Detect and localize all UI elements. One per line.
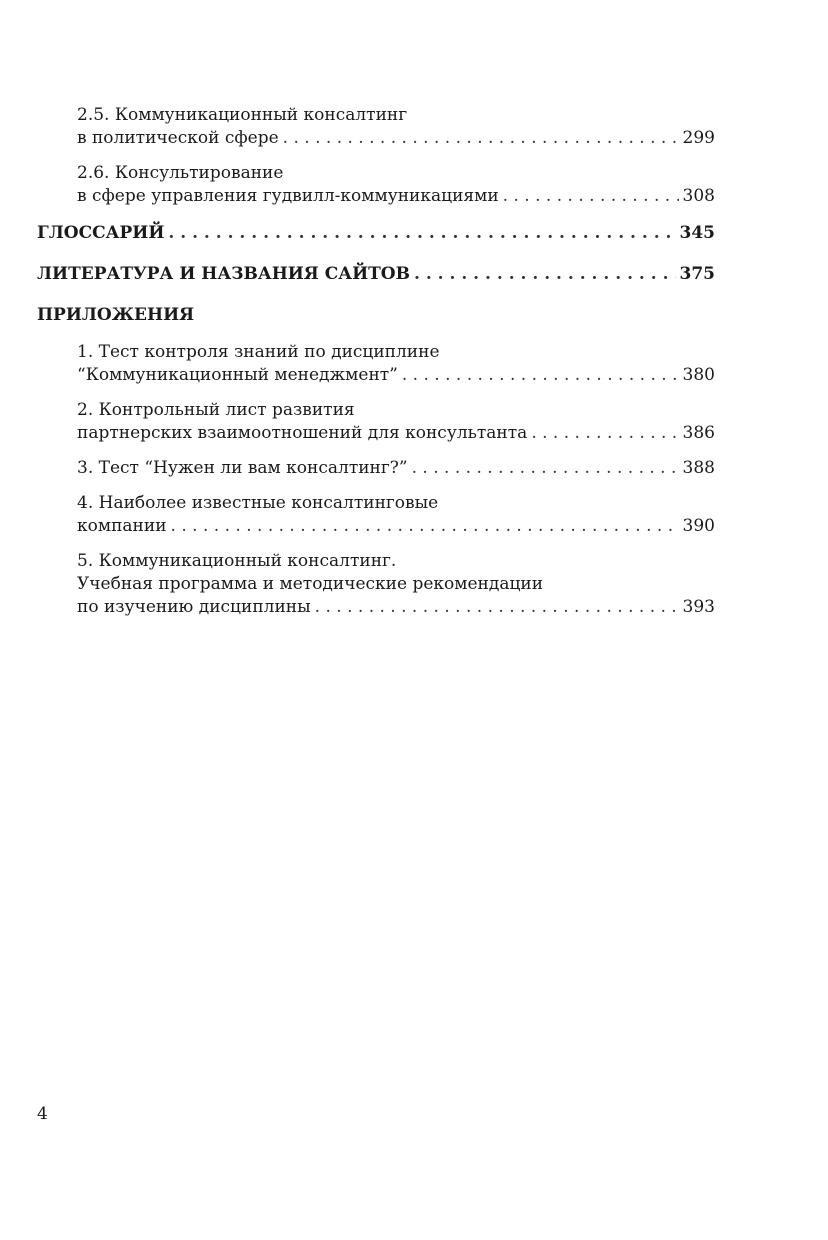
toc-appendix-4 [37, 492, 715, 538]
toc-entry-2-5 [37, 104, 715, 150]
toc-leader-line [77, 185, 715, 208]
toc-appendix-5 [37, 550, 715, 619]
toc-literature [37, 263, 715, 286]
toc-leader-line [77, 596, 715, 619]
page-number: 308 [682, 186, 715, 206]
toc-entry-line: 5. Коммуникационный консалтинг. [77, 551, 397, 571]
toc-entry-line: 4. Наиболее известные консалтинговые [77, 493, 439, 513]
toc-entry-2-6 [37, 162, 715, 208]
toc-entry-text: “Коммуникационный менеджмент” [77, 365, 398, 385]
toc-entry-line: 2.6. Консультирование [77, 163, 284, 183]
toc-leader-line [77, 127, 715, 150]
toc-leader-line [77, 364, 715, 387]
toc-leader-line [77, 422, 715, 445]
page-number: 386 [682, 423, 715, 443]
page-number: 345 [679, 223, 715, 243]
toc-appendix-1 [37, 341, 715, 387]
toc-entry-text: по изучению дисциплины [77, 597, 311, 617]
dot-leader [402, 364, 679, 387]
page-number: 390 [682, 516, 715, 536]
toc-entry-line: 2.5. Коммуникационный консалтинг [77, 105, 408, 125]
page-number: 380 [682, 365, 715, 385]
page-number: 393 [682, 597, 715, 617]
toc-leader-line [77, 515, 715, 538]
dot-leader [414, 263, 676, 286]
toc-entry-line: 1. Тест контроля знаний по дисциплине [77, 342, 440, 362]
toc-appendix-3 [37, 457, 715, 480]
toc-section-title: ГЛОССАРИЙ [37, 223, 165, 243]
dot-leader [315, 596, 679, 619]
toc-appendix-2 [37, 399, 715, 445]
toc-entry-text: в политической сфере [77, 128, 279, 148]
toc-entry-text: компании [77, 516, 167, 536]
toc-appendices-title: ПРИЛОЖЕНИЯ [37, 305, 195, 325]
dot-leader [503, 185, 679, 208]
dot-leader [168, 222, 675, 245]
page-folio: 4 [37, 1104, 48, 1124]
dot-leader [412, 457, 679, 480]
toc-section-title: ЛИТЕРАТУРА И НАЗВАНИЯ САЙТОВ [37, 264, 410, 284]
toc-entry-text: в сфере управления гудвилл-коммуникациями [77, 186, 499, 206]
toc-entry-line: Учебная программа и методические рекомендации [77, 574, 544, 594]
toc-entry-text: партнерских взаимоотношений для консультанта [77, 423, 528, 443]
page-number: 388 [682, 458, 715, 478]
page-number: 299 [682, 128, 715, 148]
table-of-contents [37, 104, 715, 631]
toc-glossary [37, 222, 715, 245]
dot-leader [283, 127, 679, 150]
page-number: 375 [679, 264, 715, 284]
dot-leader [531, 422, 678, 445]
toc-entry-text: 3. Тест “Нужен ли вам консалтинг?” [77, 458, 408, 478]
dot-leader [171, 515, 679, 538]
toc-entry-line: 2. Контрольный лист развития [77, 400, 355, 420]
toc-leader-line [77, 457, 715, 480]
